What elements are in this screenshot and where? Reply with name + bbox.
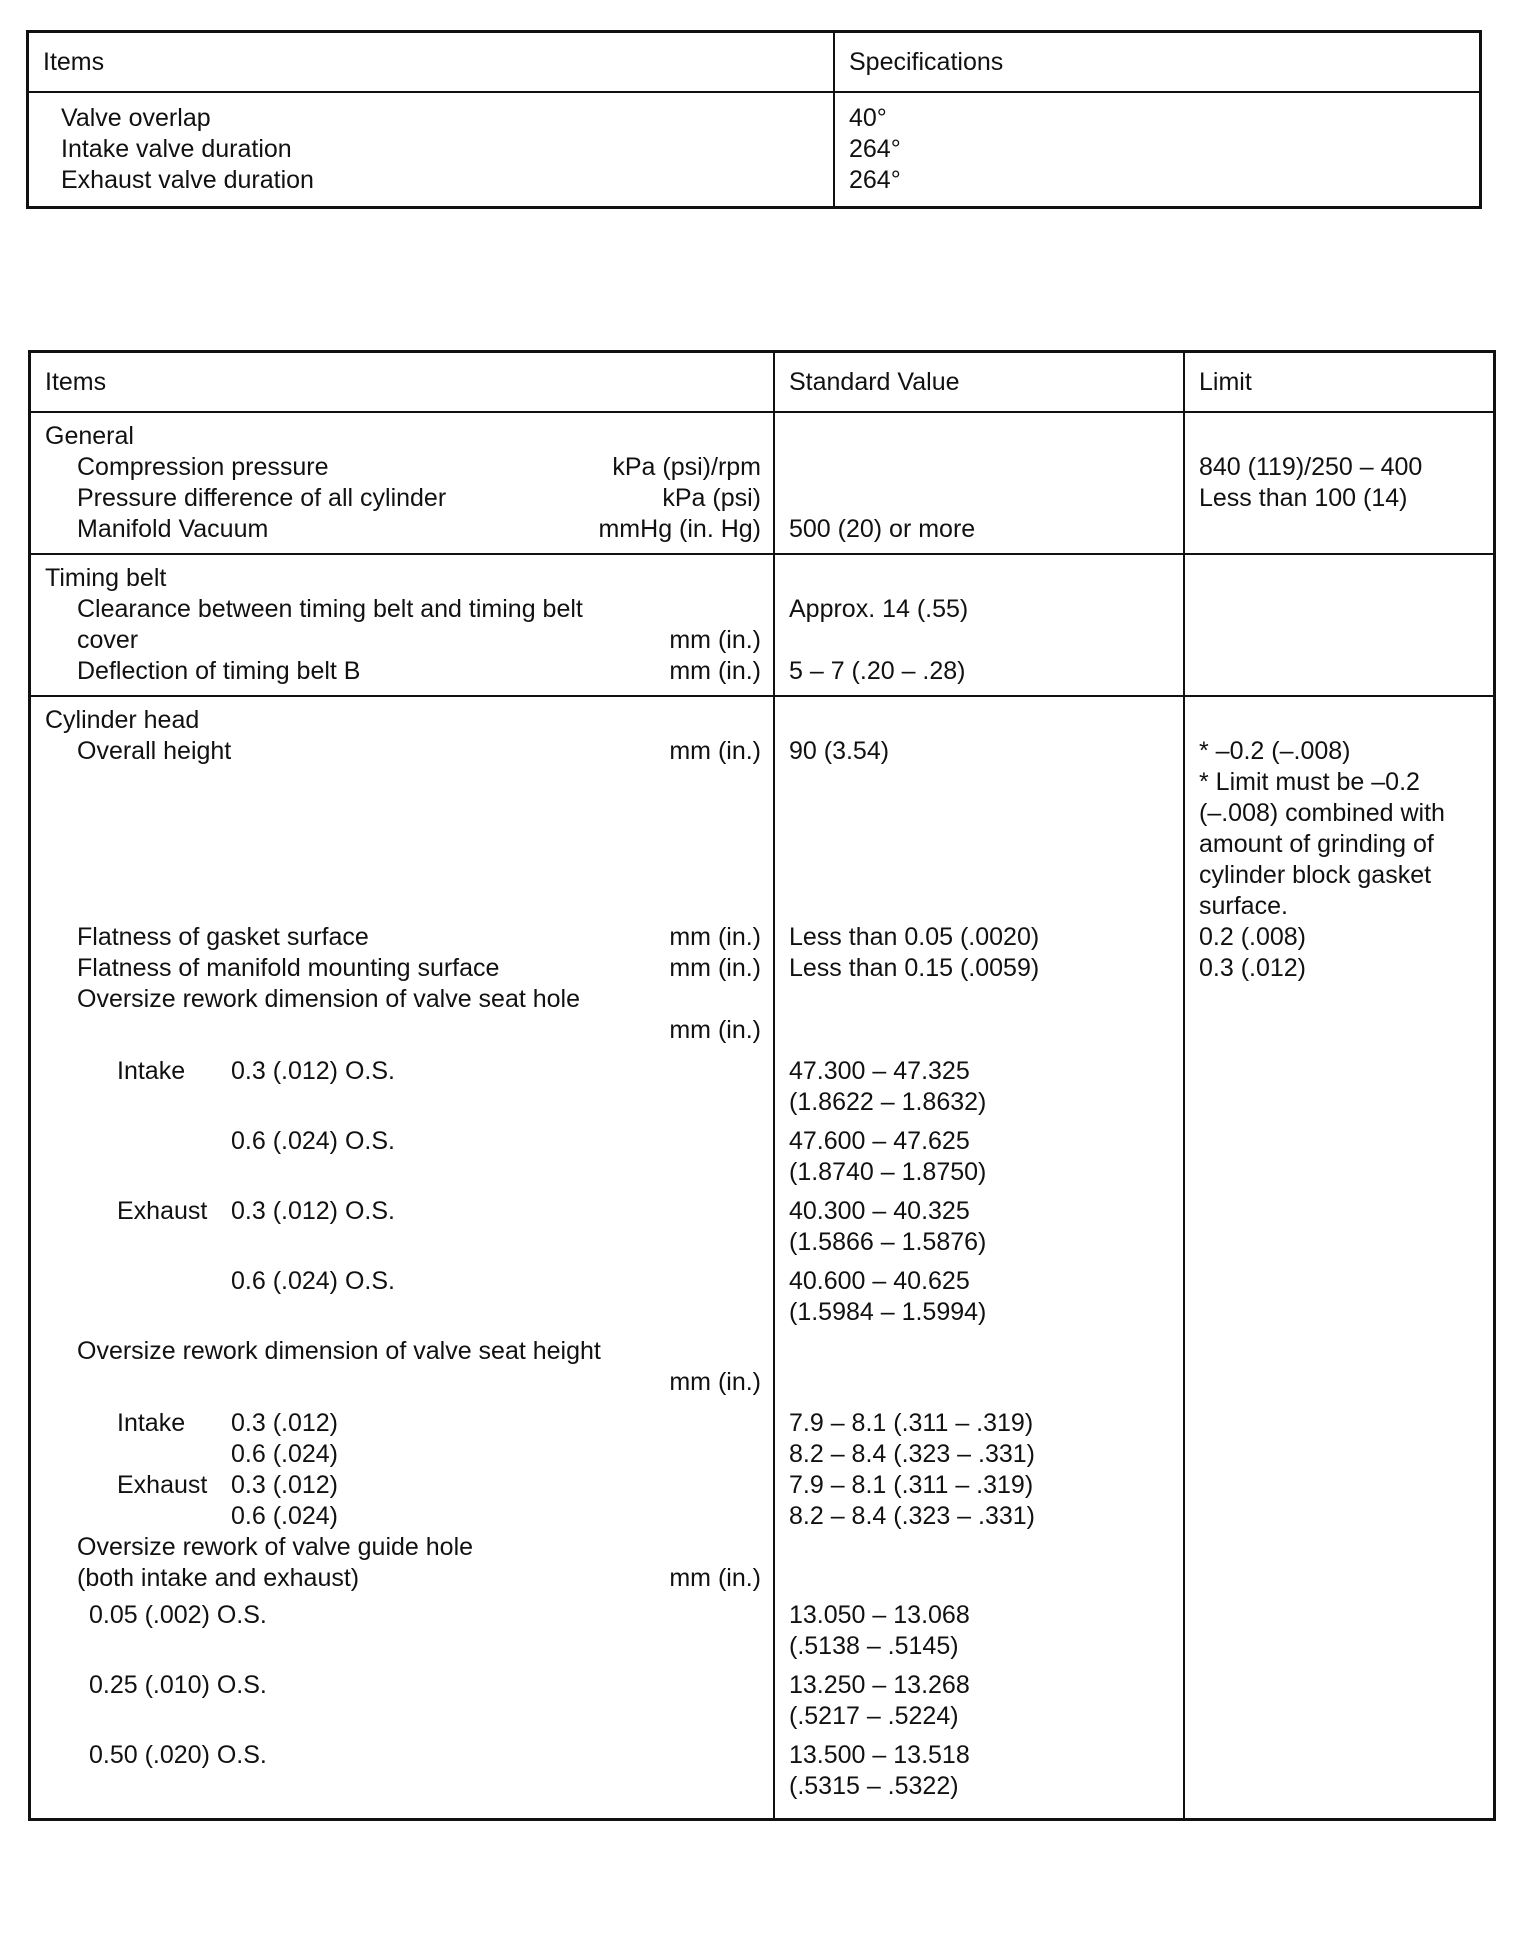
limit-note-line: amount of grinding of xyxy=(1199,830,1434,858)
item-unit: mm (in.) xyxy=(669,1368,761,1396)
standard-value: (.5138 – .5145) xyxy=(789,1632,959,1660)
items-cell xyxy=(30,412,775,554)
item-unit: mm (in.) xyxy=(669,657,761,685)
specifications-table xyxy=(28,350,1496,1821)
limit-cell xyxy=(1184,554,1495,696)
standard-value: 13.050 – 13.068 xyxy=(789,1601,970,1629)
standard-value: Less than 0.05 (.0020) xyxy=(789,923,1040,951)
limit-value: Less than 100 (14) xyxy=(1199,484,1408,512)
standard-value: (.5217 – .5224) xyxy=(789,1702,959,1730)
item-label: Manifold Vacuum xyxy=(77,515,269,543)
item-unit: mm (in.) xyxy=(669,954,761,982)
section-general xyxy=(30,412,1495,554)
list-item xyxy=(789,1126,1171,1196)
items-cell xyxy=(28,92,835,208)
limit-note-line: cylinder block gasket xyxy=(1199,861,1432,889)
items-cell xyxy=(30,696,775,1820)
list-item xyxy=(789,1670,1171,1740)
limit-cell xyxy=(1184,412,1495,554)
standard-value: (1.5866 – 1.5876) xyxy=(789,1228,987,1256)
standard-value: 7.9 – 8.1 (.311 – .319) xyxy=(789,1409,1034,1437)
sub-size: 0.6 (.024) xyxy=(231,1502,339,1530)
header-specifications: Specifications xyxy=(834,32,1481,93)
specs-cell xyxy=(834,92,1481,208)
item-label: Intake valve duration xyxy=(61,135,292,163)
standard-value: Less than 0.15 (.0059) xyxy=(789,954,1040,982)
sub-size: 0.3 (.012) xyxy=(231,1471,339,1499)
list-item xyxy=(789,1056,1171,1126)
limit-note-line: * Limit must be –0.2 xyxy=(1199,768,1420,796)
standard-cell xyxy=(774,554,1184,696)
item-label: Valve overlap xyxy=(61,104,211,132)
list-item xyxy=(789,1740,1171,1810)
list-item xyxy=(45,1126,761,1196)
list-item xyxy=(789,1196,1171,1266)
standard-value: (.5315 – .5322) xyxy=(789,1772,959,1800)
header-standard-value: Standard Value xyxy=(774,352,1184,413)
sub-kind xyxy=(117,1266,231,1336)
limit-value: 840 (119)/250 – 400 xyxy=(1199,453,1423,481)
header-items: Items xyxy=(30,352,775,413)
item-unit: mm (in.) xyxy=(669,626,761,654)
item-unit: mm (in.) xyxy=(669,1016,761,1044)
section-title: General xyxy=(45,422,134,450)
standard-value: (1.8622 – 1.8632) xyxy=(789,1088,987,1116)
item-unit: mm (in.) xyxy=(669,1564,761,1592)
standard-cell xyxy=(774,696,1184,1820)
item-label: Oversize rework dimension of valve seat height xyxy=(77,1337,601,1365)
limit-cell xyxy=(1184,696,1495,1820)
list-item xyxy=(45,1501,761,1532)
standard-value: 8.2 – 8.4 (.323 – .331) xyxy=(789,1440,1036,1468)
header-limit: Limit xyxy=(1184,352,1495,413)
limit-value: 0.2 (.008) xyxy=(1199,923,1307,951)
sub-kind: Intake xyxy=(117,1409,186,1437)
standard-cell xyxy=(774,412,1184,554)
standard-value: 40.300 – 40.325 xyxy=(789,1197,970,1225)
list-item xyxy=(45,1056,761,1126)
sub-size: 0.6 (.024) O.S. xyxy=(231,1267,395,1295)
item-label: Clearance between timing belt and timing belt xyxy=(77,595,583,623)
item-unit: kPa (psi)/rpm xyxy=(612,453,761,481)
spec-value: 264° xyxy=(849,135,901,163)
sub-size: 0.3 (.012) O.S. xyxy=(231,1057,395,1085)
table-row xyxy=(28,92,1481,208)
sub-size: 0.3 (.012) xyxy=(231,1409,339,1437)
sub-kind: Intake xyxy=(117,1057,186,1085)
list-item: 0.50 (.020) O.S. xyxy=(89,1741,267,1769)
standard-value: 8.2 – 8.4 (.323 – .331) xyxy=(789,1502,1036,1530)
item-label: Deflection of timing belt B xyxy=(77,657,361,685)
spec-value: 264° xyxy=(849,166,901,194)
item-label: Oversize rework dimension of valve seat hole xyxy=(77,985,581,1013)
section-title: Cylinder head xyxy=(45,706,200,734)
standard-value: 500 (20) or more xyxy=(789,515,976,543)
list-item xyxy=(45,1196,761,1266)
limit-value: 0.3 (.012) xyxy=(1199,954,1307,982)
section-title: Timing belt xyxy=(45,564,167,592)
sub-kind xyxy=(117,1439,231,1470)
item-label: cover xyxy=(77,626,139,654)
table-header-row xyxy=(30,352,1495,413)
spec-value: 40° xyxy=(849,104,887,132)
standard-value: (1.5984 – 1.5994) xyxy=(789,1298,987,1326)
item-label: Flatness of manifold mounting surface xyxy=(77,954,500,982)
valve-timing-table xyxy=(26,30,1482,209)
item-label: Exhaust valve duration xyxy=(61,166,314,194)
standard-value: 47.600 – 47.625 xyxy=(789,1127,970,1155)
limit-note-line: (–.008) combined with xyxy=(1199,799,1445,827)
header-items: Items xyxy=(28,32,835,93)
standard-value: 5 – 7 (.20 – .28) xyxy=(789,657,966,685)
list-item: 0.05 (.002) O.S. xyxy=(89,1601,267,1629)
list-item xyxy=(45,1408,761,1439)
standard-value: 47.300 – 47.325 xyxy=(789,1057,970,1085)
sub-kind xyxy=(117,1126,231,1196)
list-item xyxy=(789,1600,1171,1670)
limit-note xyxy=(1199,736,1481,922)
standard-value: 13.500 – 13.518 xyxy=(789,1741,970,1769)
sub-kind xyxy=(117,1501,231,1532)
standard-value: 7.9 – 8.1 (.311 – .319) xyxy=(789,1471,1034,1499)
limit-value: * –0.2 (–.008) xyxy=(1199,737,1351,765)
item-label: (both intake and exhaust) xyxy=(77,1564,360,1592)
sub-kind: Exhaust xyxy=(117,1471,208,1499)
item-label: Pressure difference of all cylinder xyxy=(77,484,447,512)
section-cylinder-head xyxy=(30,696,1495,1820)
standard-value: (1.8740 – 1.8750) xyxy=(789,1158,987,1186)
items-cell xyxy=(30,554,775,696)
table-header-row xyxy=(28,32,1481,93)
item-label: Flatness of gasket surface xyxy=(77,923,369,951)
item-label: Overall height xyxy=(77,737,232,765)
limit-note-line: surface. xyxy=(1199,892,1288,920)
standard-value: 40.600 – 40.625 xyxy=(789,1267,970,1295)
sub-size: 0.6 (.024) xyxy=(231,1440,339,1468)
sub-size: 0.6 (.024) O.S. xyxy=(231,1127,395,1155)
item-unit: mmHg (in. Hg) xyxy=(598,515,761,543)
sub-size: 0.3 (.012) O.S. xyxy=(231,1197,395,1225)
list-item xyxy=(45,1470,761,1501)
item-label: Compression pressure xyxy=(77,453,329,481)
list-item xyxy=(45,1266,761,1336)
standard-value: Approx. 14 (.55) xyxy=(789,595,969,623)
item-unit: kPa (psi) xyxy=(662,484,761,512)
list-item xyxy=(789,1266,1171,1336)
list-item: 0.25 (.010) O.S. xyxy=(89,1671,267,1699)
item-unit: mm (in.) xyxy=(669,737,761,765)
item-label: Oversize rework of valve guide hole xyxy=(77,1533,474,1561)
list-item xyxy=(45,1439,761,1470)
item-unit: mm (in.) xyxy=(669,923,761,951)
sub-kind: Exhaust xyxy=(117,1197,208,1225)
standard-value: 13.250 – 13.268 xyxy=(789,1671,970,1699)
standard-value: 90 (3.54) xyxy=(789,737,890,765)
section-timing-belt xyxy=(30,554,1495,696)
